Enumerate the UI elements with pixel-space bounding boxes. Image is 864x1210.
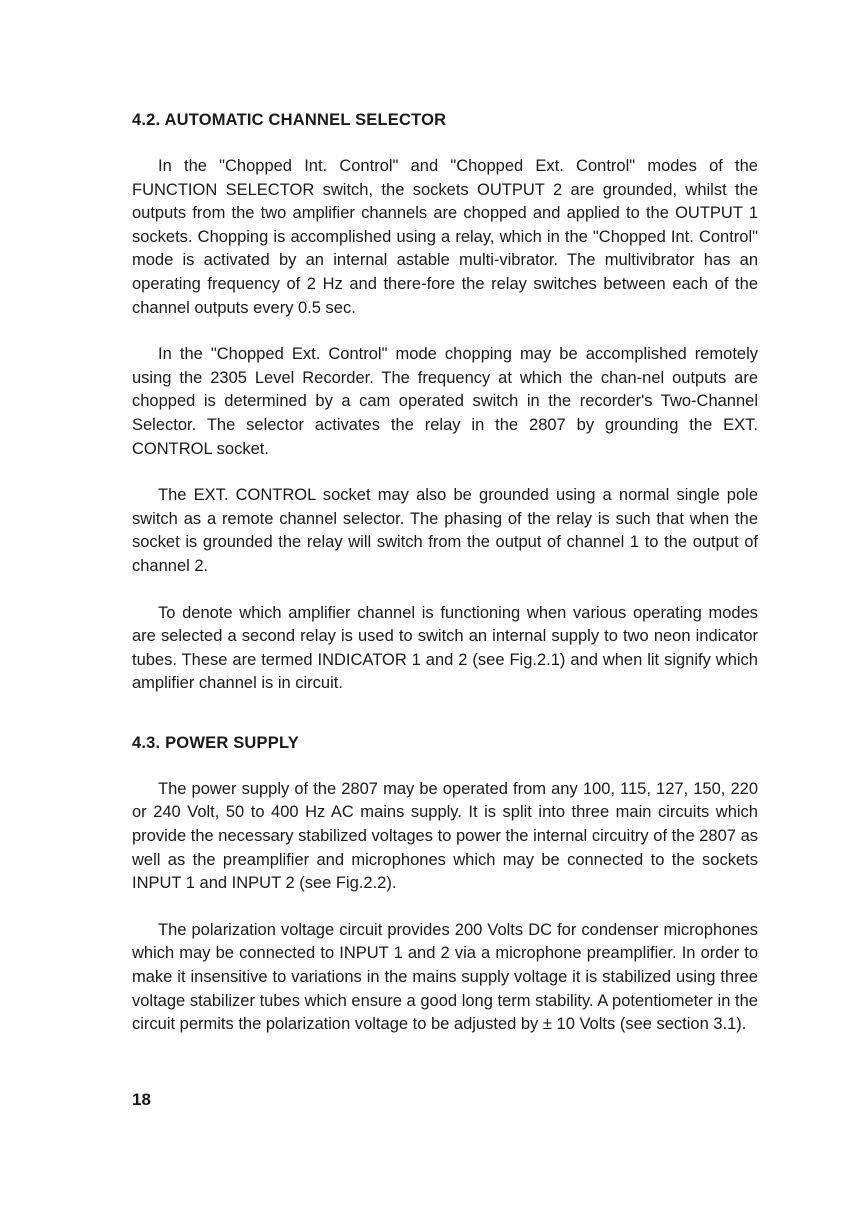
page-number: 18 [132,1090,151,1109]
paragraph: In the "Chopped Ext. Control" mode chopping may be accomplished remotely using the 2305 Level Recorder. The frequency at which the chan-nel outputs are chopped is determined by a cam operated switch in the recorder's Two-Channel Selector. The selector activates the relay in the 2807 by grounding the EXT. CONTROL socket. [132,345,758,458]
section-heading-automatic-channel-selector: 4.2. AUTOMATIC CHANNEL SELECTOR [132,111,447,129]
paragraph: The polarization voltage circuit provides 200 Volts DC for condenser microphones which may be connected to INPUT 1 and 2 via a microphone preamplifier. In order to make it insensitive to variations in the mains supply voltage it is stabilized using three voltage stabilizer tubes which ensure a good long term stability. A potentiometer in the circuit permits the polarization voltage to be adjusted by ± 10 Volts (see section 3.1). [132,920,758,1034]
paragraph: In the "Chopped Int. Control" and "Chopped Ext. Control" modes of the FUNCTION SELECTOR switch, the sockets OUTPUT 2 are grounded, whilst the outputs from the two amplifier channels are chopped and applied to the OUTPUT 1 sockets. Chopping is accomplished using a relay, which in the "Chopped Int. Control" mode is activated by an internal astable multi-vibrator. The multivibrator has an operating frequency of 2 Hz and there-fore the relay switches between each of the channel outputs every 0.5 sec. [132,157,758,317]
page-body [132,108,758,1037]
paragraph: The EXT. CONTROL socket may also be grounded using a normal single pole switch as a remote channel selector. The phasing of the relay is such that when the socket is grounded the relay will switch from the output of channel 1 to the output of channel 2. [132,486,758,575]
paragraph: The power supply of the 2807 may be operated from any 100, 115, 127, 150, 220 or 240 Volt, 50 to 400 Hz AC mains supply. It is split into three main circuits which provide the necessary stabilized voltages to power the internal circuitry of the 2807 as well as the preamplifier and microphones which may be connected to the sockets INPUT 1 and INPUT 2 (see Fig.2.2). [132,779,758,893]
paragraph: To denote which amplifier channel is functioning when various operating modes are selected a second relay is used to switch an internal supply to two neon indicator tubes. These are termed INDICATOR 1 and 2 (see Fig.2.1) and when lit signify which amplifier channel is in circuit. [132,603,758,693]
section-heading-power-supply: 4.3. POWER SUPPLY [132,733,299,752]
